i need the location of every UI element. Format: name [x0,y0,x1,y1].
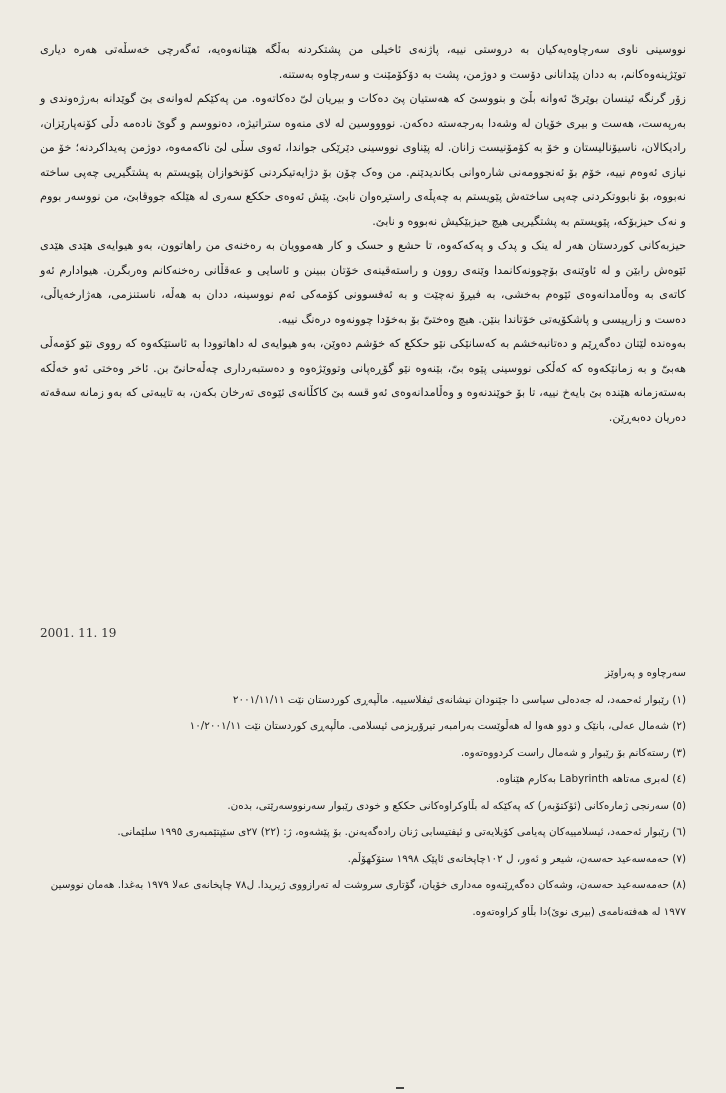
reference-item-1: (١) رێبوار ئەحمەد، لە جەدەلی سیاسی دا جێنودان نیشانەی ئیفلاسییە. ماڵپەڕی کوردستان نێت ٢٠٠١/١١/١١ [232,693,686,706]
article-body [40,38,686,430]
reference-item-3: (٣) رستەکانم بۆ رێبوار و شەمال راست کردووەتەوە. [460,746,686,759]
paragraph-2: زۆر گرنگە ئینسان بوێریّ ئەوانە بڵێ و بنووسێ کە هەستیان پێ دەکات و بیریان لیّ دەکاتەوە. من پەکێکم لەوانەی بێ گوێدانە بەرژەوندی و بەرپەست، هەست و بیری خۆیان لە وشەدا بەرجەستە دەکەن. نووووسین لە لای منەوە ستراتیژە، دەنووسم و گوێ نادەمە دڵی کۆنەپارێزان، رادیکالان، ناسیۆنالیستان و خۆ بە کۆمۆنیست زانان. لە پێناوی نووسینی دێرێکی جواندا، ئەوی سڵی لێ ناکەمەوە، دوژمن پەیداکردنە؛ خۆ من نیازی ئەوەم نییە، خۆم بۆ ئەنجوومەنی شارەوانی بکاندیدێنم. من وەک چۆن بۆ دژایەتیکردنی کۆنخوازان پێویستم بە پشتگیریی چەپی ساختە نەبووە، بۆ نابووتکردنی چەپی ساختەش پێویستم بە چەپڵەی راستڕەوان نابێ. پێش ئەوەی حککع سەری لە هێلکە جووقابێ، من نووسەر بووم و نەک حیزبۆکە، پێویستم بە پشتگیریی هیچ حیزبێکیش نەبووە و نابێ. [40,92,686,228]
references-section [40,660,686,925]
reference-item-6: (٦) رێبوار ئەحمەد، ئیسلامییەکان پەیامی کۆیلایەتی و ئیفتیسابی ژنان رادەگەیەنن. بۆ پێشەوە، ژ: (٢٢) ٢٧ی سێپتێمبەری ١٩٩٥ سلێمانی. [117,826,686,838]
reference-item-2: (٢) شەمال عەلی، بانێک و دوو هەوا لە هەڵوێست بەرامبەر تیرۆریزمی ئیسلامی. ماڵپەڕی کوردستان نێت ١٠/٢٠٠١/١١ [189,720,686,732]
reference-item-5: (٥) سەرنجی ژمارەکانی (ئۆکتۆبەر) کە پەکێکە لە بڵاوکراوەکانی حککع و خودی رێبوار سەرنووسەرێتی، بدەن. [227,799,686,812]
reference-item-4: (٤) لەبری مەتاهە Labyrinth بەکارم هێناوە. [496,773,686,785]
paragraph-4: بەوەندە لێتان دەگەڕێم و دەتانبەخشم بە کەسانێکی نێو حککع کە خۆشم دەوێن، بەو هیوایەی لە داهاتوودا بە ئاستێکەوە کە رووی نێو کۆمەڵی هەبیّ و بە زمانێکەوە کە کەڵکی نووسینی پێوە بیّ، بێنەوە نێو گۆڕەپانی وتووێژەوە و دەستبەرداری چەڵەحانیّ بن. ئاخر وەختی ئەو خەڵکە بەستەزمانە هێندە بێ بایەخ نییە، تا بۆ خوێندنەوە و وەڵامدانەوەی ئەو قسە بێ کاکڵانەی ئێوەی تەرخان بکەن، بە تایبەتی کە بەو زمانە سەقەتە دەریان دەبەڕێن. [40,337,686,424]
page-number-mark [396,1087,404,1089]
paragraph-1: نووسینی ناوی سەرچاوەیەکیان بە دروستی نییە، پاژنەی ئاخیلی من پشتکردنە بەڵگە هێنانەوەیە، ئەگەرچی خەسڵەتی هەرە دیاری توێژینەوەکانم، بە ددان پێدانانی دۆست و دوژمن، پشت بە دۆکۆمێنت و سەرچاوە بەستنە. [40,43,686,81]
reference-item-7: (٧) حەمەسەعید حەسەن، شیعر و ئەور، ل ١٠٢چاپخانەی ئاپێک ١٩٩٨ ستۆکهۆڵم. [347,852,686,865]
references-heading: سەرچاوە و پەراوێز [605,667,686,679]
references-list [40,687,686,926]
paragraph-3: حیزبەکانی کوردستان هەر لە ینک و پدک و پەکەکەوە، تا حشع و حسک و کار هەموویان بە رەخنەی من راهاتوون، بەو هیوایەی هێدی هێدی ئێوەش رابێن و لە ئاوێنەی بۆچوونەکانمدا وێنەی روون و راستەقینەی خۆتان ببینن و ئاسایی و عەقڵانی رەخنەکانم وەربگرن. هیوادارم ئەو کاتەی بە وەڵامدانەوەی ئێوەم بەخشی، بە فیڕۆ نەچێت و بە ئەفسوونی کۆمەکی ئەم نووسینە، ددان بە هەڵە، ناستنزمی، هەژارخەیاڵی، دەست و زارپیسی و پاشکۆیەتی خۆتاندا بنێن. هیچ وەختیّ بۆ بەخۆدا چوونەوە درەنگ نییە. [40,239,686,326]
article-date: 2001. 11. 19 [40,626,117,640]
reference-item-8: (٨) حەمەسەعید حەسەن، وشەکان دەگەڕێنەوە مەداری خۆیان، گۆتاری سروشت لە تەرازووی ژیریدا. ل٧٨ چاپخانەی عەلا ١٩٧٩ بەغدا. هەمان نووسین ١٩٧٧ لە هەفتەنامەی (بیری نوێ)دا بڵاو کراوەتەوە. [50,879,686,918]
